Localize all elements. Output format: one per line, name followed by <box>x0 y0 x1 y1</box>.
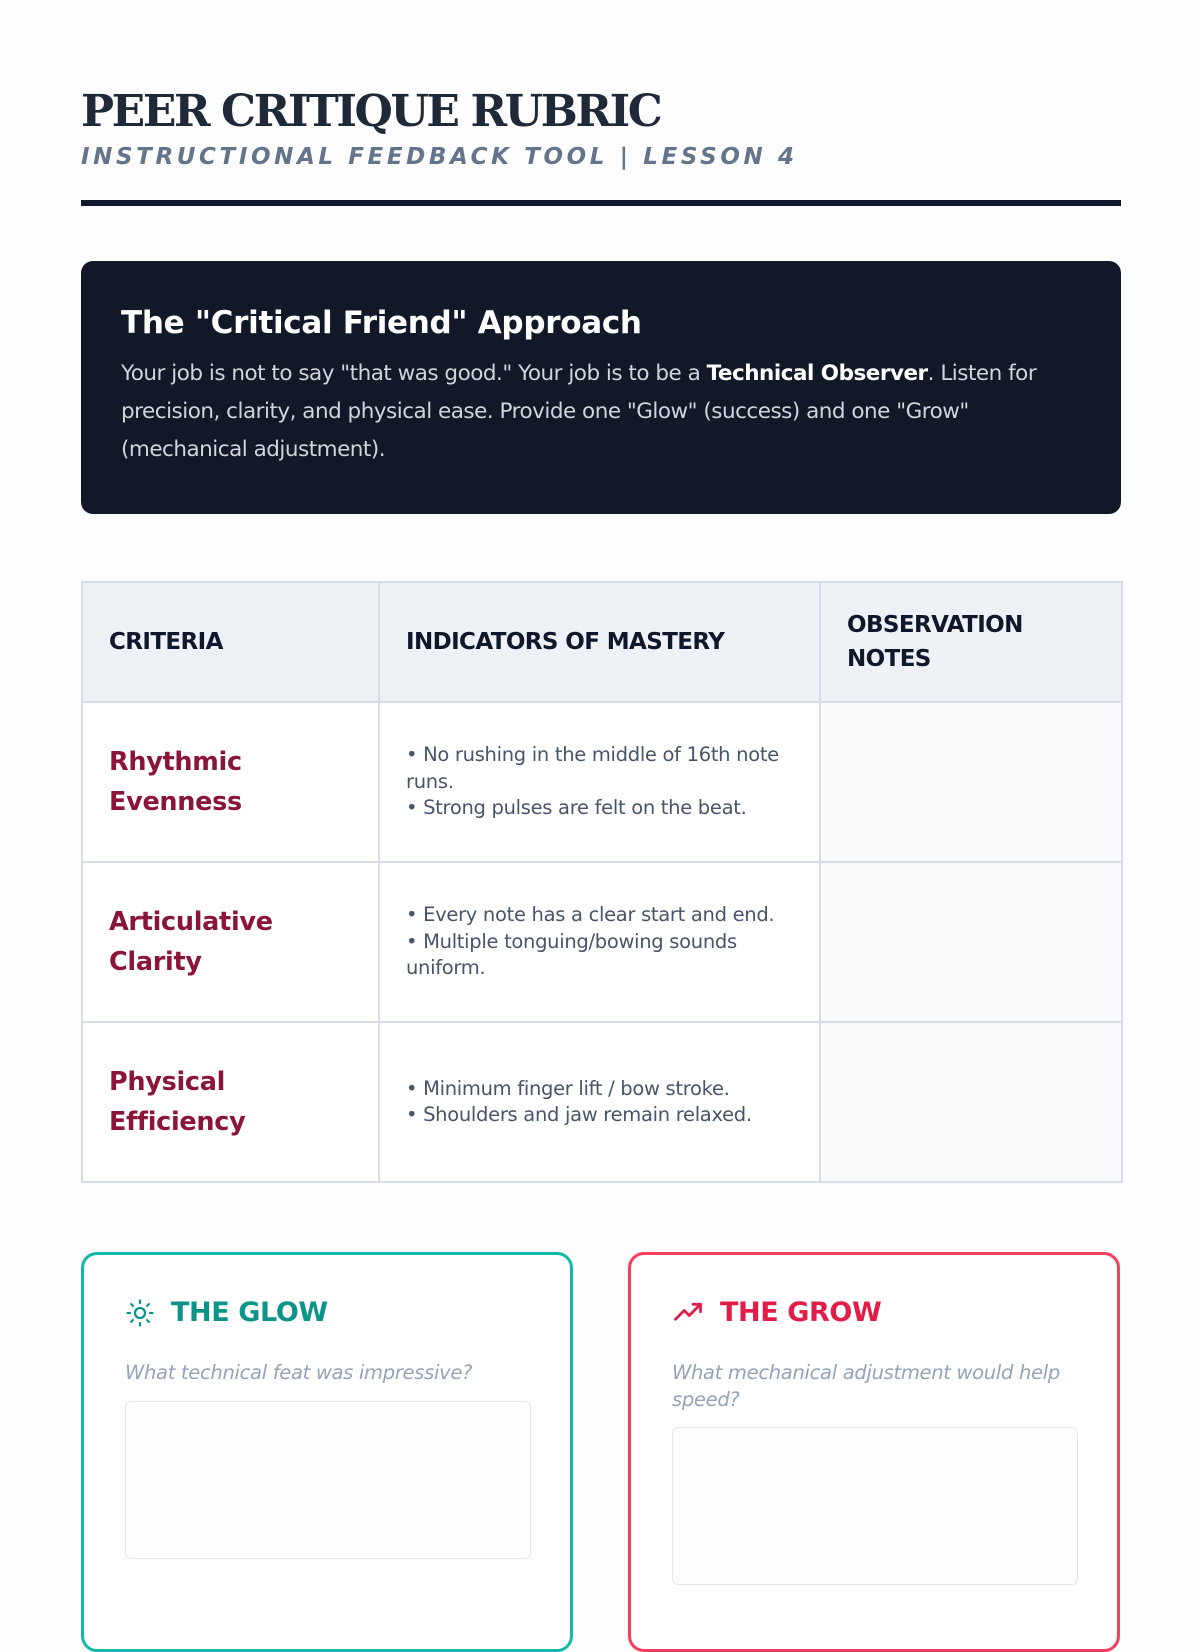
indicator-item: • Minimum finger lift / bow stroke. <box>406 1076 730 1100</box>
glow-title: THE GLOW <box>171 1297 328 1328</box>
glow-card <box>81 1252 573 1652</box>
criteria-cell: Articulative Clarity <box>82 862 379 1022</box>
indicator-item: • Every note has a clear start and end. <box>406 903 775 927</box>
table-row <box>82 1022 1122 1182</box>
indicator-text: Shoulders and jaw remain relaxed. <box>423 1103 752 1126</box>
panel-text-lead: Your job is not to say "that was good." Your job is to be a <box>121 361 707 386</box>
page-header <box>81 84 1121 172</box>
indicators-cell <box>379 702 820 862</box>
indicator-item: • Shoulders and jaw remain relaxed. <box>406 1103 752 1126</box>
indicator-text: No rushing in the middle of 16th note runs. <box>406 743 779 793</box>
table-header-row <box>82 582 1122 702</box>
indicator-item: • No rushing in the middle of 16th note runs. <box>406 743 779 793</box>
table-row <box>82 862 1122 1022</box>
criteria-cell: Physical Efficiency <box>82 1022 379 1182</box>
page-title: PEER CRITIQUE RUBRIC <box>81 86 661 137</box>
panel-text-emphasis: Technical Observer <box>706 361 928 386</box>
panel-text <box>121 355 1081 469</box>
panel-text-tail: . Listen for precision, clarity, and physical ease. Provide one "Glow" (success) and one "Grow" (mechanical adjustment). <box>121 361 1037 462</box>
panel-heading: The "Critical Friend" Approach <box>121 305 642 341</box>
grow-heading <box>672 1297 881 1328</box>
indicators-cell <box>379 862 820 1022</box>
column-header-indicators: INDICATORS OF MASTERY <box>379 582 820 702</box>
sun-icon <box>125 1298 155 1328</box>
glow-answer-field[interactable] <box>125 1401 531 1559</box>
grow-answer-field[interactable] <box>672 1427 1078 1585</box>
table-row <box>82 702 1122 862</box>
indicator-text: Multiple tonguing/bowing sounds uniform. <box>406 929 737 980</box>
criteria-cell: Rhythmic Evenness <box>82 702 379 862</box>
trending-up-icon <box>672 1298 704 1328</box>
indicator-item: • Strong pulses are felt on the beat. <box>406 796 747 820</box>
header-divider <box>81 200 1121 206</box>
rubric-table <box>81 581 1123 1183</box>
glow-heading <box>125 1297 328 1328</box>
column-header-criteria: CRITERIA <box>82 582 379 702</box>
observation-notes-cell[interactable] <box>820 1022 1122 1182</box>
column-header-notes: OBSERVATION NOTES <box>820 582 1122 702</box>
indicator-text: Strong pulses are felt on the beat. <box>423 796 747 820</box>
indicator-text: Every note has a clear start and end. <box>423 903 775 927</box>
observation-notes-cell[interactable] <box>820 702 1122 862</box>
grow-card <box>628 1252 1120 1652</box>
grow-prompt: What mechanical adjustment would help speed? <box>672 1361 1060 1411</box>
indicators-cell <box>379 1022 820 1182</box>
indicator-text: Minimum finger lift / bow stroke. <box>423 1076 730 1100</box>
observation-notes-cell[interactable] <box>820 862 1122 1022</box>
glow-prompt: What technical feat was impressive? <box>125 1361 473 1384</box>
page-subtitle: INSTRUCTIONAL FEEDBACK TOOL | LESSON 4 <box>81 144 798 170</box>
critical-friend-panel <box>81 261 1121 514</box>
indicator-item: • Multiple tonguing/bowing sounds uniform. <box>406 929 737 980</box>
grow-title: THE GROW <box>720 1297 882 1328</box>
